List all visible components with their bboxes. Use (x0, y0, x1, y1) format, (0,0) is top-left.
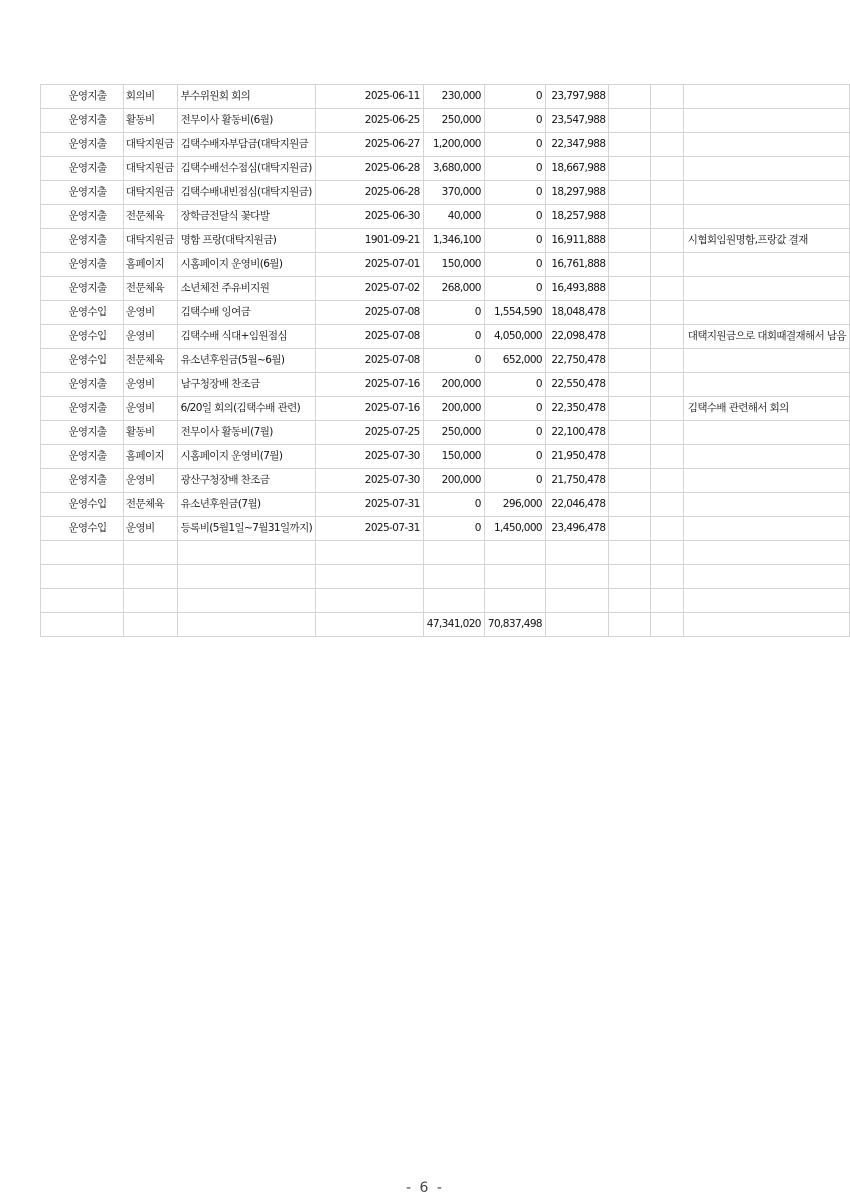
expense-cell: 0 (423, 517, 484, 541)
blank-cell (123, 589, 177, 613)
description-cell: 등록비(5월1일~7월31일까지) (177, 517, 315, 541)
blank-cell (546, 541, 609, 565)
blank-cell (609, 325, 650, 349)
balance-cell: 22,750,478 (546, 349, 609, 373)
memo-cell (683, 469, 849, 493)
blank-cell (609, 85, 650, 109)
blank-cell (650, 181, 683, 205)
empty-row (41, 565, 850, 589)
blank-cell (609, 205, 650, 229)
category-cell: 활동비 (123, 109, 177, 133)
blank-cell (650, 229, 683, 253)
blank-cell (609, 397, 650, 421)
income-cell: 1,450,000 (484, 517, 545, 541)
table-row (41, 109, 850, 133)
type-cell: 운영지출 (41, 373, 124, 397)
type-cell: 운영지출 (41, 133, 124, 157)
table-row (41, 397, 850, 421)
expense-cell: 250,000 (423, 421, 484, 445)
blank-cell (650, 301, 683, 325)
category-cell: 홈페이지 (123, 445, 177, 469)
date-cell: 2025-07-01 (316, 253, 424, 277)
income-cell: 0 (484, 445, 545, 469)
balance-cell: 18,048,478 (546, 301, 609, 325)
blank-cell (683, 565, 849, 589)
type-cell: 운영수입 (41, 349, 124, 373)
expense-cell: 3,680,000 (423, 157, 484, 181)
memo-cell: 시협회임원명함,프랑값 결재 (683, 229, 849, 253)
income-cell: 0 (484, 181, 545, 205)
blank-cell (650, 373, 683, 397)
total-expense-cell: 47,341,020 (423, 613, 484, 637)
income-cell: 0 (484, 133, 545, 157)
income-cell: 0 (484, 157, 545, 181)
blank-cell (123, 565, 177, 589)
date-cell: 2025-07-08 (316, 349, 424, 373)
blank-cell (650, 565, 683, 589)
blank-cell (177, 589, 315, 613)
blank-cell (123, 541, 177, 565)
income-cell: 4,050,000 (484, 325, 545, 349)
category-cell: 전문체육 (123, 349, 177, 373)
description-cell: 김택수배자부담금(대탁지원금 (177, 133, 315, 157)
income-cell: 0 (484, 85, 545, 109)
blank-cell (609, 517, 650, 541)
table-row (41, 181, 850, 205)
table-row (41, 517, 850, 541)
table-row (41, 133, 850, 157)
blank-cell (650, 349, 683, 373)
description-cell: 유소년후원금(7월) (177, 493, 315, 517)
blank-cell (650, 157, 683, 181)
expense-cell: 150,000 (423, 253, 484, 277)
description-cell: 소년체전 주유비지원 (177, 277, 315, 301)
blank-cell (41, 565, 124, 589)
description-cell: 김택수배 식대+임원점심 (177, 325, 315, 349)
type-cell: 운영지출 (41, 229, 124, 253)
expense-cell: 200,000 (423, 373, 484, 397)
blank-cell (650, 133, 683, 157)
type-cell: 운영수입 (41, 493, 124, 517)
date-cell: 2025-06-28 (316, 181, 424, 205)
blank-cell (609, 277, 650, 301)
date-cell: 2025-06-25 (316, 109, 424, 133)
blank-cell (609, 109, 650, 133)
type-cell: 운영지출 (41, 205, 124, 229)
type-cell: 운영지출 (41, 445, 124, 469)
blank-cell (609, 301, 650, 325)
memo-cell (683, 157, 849, 181)
date-cell: 2025-07-16 (316, 397, 424, 421)
blank-cell (484, 565, 545, 589)
date-cell: 1901-09-21 (316, 229, 424, 253)
blank-cell (609, 493, 650, 517)
memo-cell (683, 109, 849, 133)
balance-cell: 23,547,988 (546, 109, 609, 133)
expense-cell: 200,000 (423, 469, 484, 493)
table-row (41, 493, 850, 517)
memo-cell (683, 301, 849, 325)
balance-cell: 22,098,478 (546, 325, 609, 349)
blank-cell (609, 253, 650, 277)
table-row (41, 301, 850, 325)
blank-cell (177, 541, 315, 565)
income-cell: 0 (484, 373, 545, 397)
expense-cell: 1,346,100 (423, 229, 484, 253)
category-cell: 전문체육 (123, 277, 177, 301)
blank-cell (609, 541, 650, 565)
description-cell: 유소년후원금(5월~6월) (177, 349, 315, 373)
blank-cell (609, 613, 650, 637)
blank-cell (609, 229, 650, 253)
blank-cell (609, 373, 650, 397)
balance-cell: 21,950,478 (546, 445, 609, 469)
table-row (41, 229, 850, 253)
blank-cell (683, 589, 849, 613)
blank-cell (316, 541, 424, 565)
expense-cell: 250,000 (423, 109, 484, 133)
balance-cell: 18,667,988 (546, 157, 609, 181)
empty-row (41, 589, 850, 613)
balance-cell: 23,797,988 (546, 85, 609, 109)
memo-cell (683, 349, 849, 373)
description-cell: 김택수배선수점심(대탁지원금) (177, 157, 315, 181)
memo-cell (683, 277, 849, 301)
category-cell: 운영비 (123, 517, 177, 541)
expense-cell: 200,000 (423, 397, 484, 421)
memo-cell (683, 421, 849, 445)
description-cell: 김택수배 잉여금 (177, 301, 315, 325)
type-cell: 운영수입 (41, 325, 124, 349)
description-cell: 장학금전달식 꽃다발 (177, 205, 315, 229)
blank-cell (609, 181, 650, 205)
description-cell: 6/20일 회의(김택수배 관련) (177, 397, 315, 421)
blank-cell (423, 589, 484, 613)
type-cell: 운영지출 (41, 109, 124, 133)
blank-cell (316, 589, 424, 613)
income-cell: 0 (484, 229, 545, 253)
blank-cell (609, 133, 650, 157)
blank-cell (609, 589, 650, 613)
blank-cell (650, 469, 683, 493)
category-cell: 회의비 (123, 85, 177, 109)
expense-cell: 370,000 (423, 181, 484, 205)
blank-cell (609, 349, 650, 373)
income-cell: 0 (484, 205, 545, 229)
memo-cell (683, 205, 849, 229)
blank-cell (177, 613, 315, 637)
blank-cell (41, 589, 124, 613)
blank-cell (609, 445, 650, 469)
category-cell: 대탁지원금 (123, 133, 177, 157)
expense-cell: 0 (423, 349, 484, 373)
expense-cell: 268,000 (423, 277, 484, 301)
blank-cell (650, 613, 683, 637)
blank-cell (41, 613, 124, 637)
table-row (41, 349, 850, 373)
blank-cell (316, 613, 424, 637)
memo-cell: 김택수배 관련해서 회의 (683, 397, 849, 421)
income-cell: 296,000 (484, 493, 545, 517)
description-cell: 부수위원회 회의 (177, 85, 315, 109)
date-cell: 2025-07-08 (316, 325, 424, 349)
type-cell: 운영지출 (41, 469, 124, 493)
type-cell: 운영수입 (41, 301, 124, 325)
blank-cell (423, 565, 484, 589)
date-cell: 2025-07-30 (316, 445, 424, 469)
table-row (41, 445, 850, 469)
blank-cell (650, 541, 683, 565)
type-cell: 운영지출 (41, 181, 124, 205)
category-cell: 대탁지원금 (123, 229, 177, 253)
expense-cell: 0 (423, 301, 484, 325)
table-row (41, 373, 850, 397)
memo-cell (683, 253, 849, 277)
balance-cell: 16,493,888 (546, 277, 609, 301)
type-cell: 운영지출 (41, 421, 124, 445)
balance-cell: 18,257,988 (546, 205, 609, 229)
description-cell: 김택수배내빈점심(대탁지원금) (177, 181, 315, 205)
blank-cell (650, 205, 683, 229)
ledger-table (40, 84, 850, 637)
income-cell: 0 (484, 253, 545, 277)
description-cell: 시홈페이지 운영비(7월) (177, 445, 315, 469)
blank-cell (41, 541, 124, 565)
blank-cell (650, 325, 683, 349)
balance-cell: 16,911,888 (546, 229, 609, 253)
memo-cell (683, 373, 849, 397)
type-cell: 운영지출 (41, 253, 124, 277)
page-number: - 6 - (406, 1180, 444, 1196)
blank-cell (177, 565, 315, 589)
income-cell: 652,000 (484, 349, 545, 373)
category-cell: 운영비 (123, 469, 177, 493)
type-cell: 운영수입 (41, 517, 124, 541)
blank-cell (546, 613, 609, 637)
blank-cell (609, 469, 650, 493)
description-cell: 광산구청장배 찬조금 (177, 469, 315, 493)
blank-cell (683, 613, 849, 637)
table-row (41, 325, 850, 349)
income-cell: 0 (484, 109, 545, 133)
blank-cell (650, 445, 683, 469)
expense-cell: 0 (423, 493, 484, 517)
income-cell: 1,554,590 (484, 301, 545, 325)
blank-cell (650, 421, 683, 445)
table-row (41, 253, 850, 277)
blank-cell (484, 541, 545, 565)
expense-cell: 0 (423, 325, 484, 349)
income-cell: 0 (484, 397, 545, 421)
totals-row (41, 613, 850, 637)
blank-cell (423, 541, 484, 565)
category-cell: 대탁지원금 (123, 181, 177, 205)
blank-cell (650, 589, 683, 613)
date-cell: 2025-07-25 (316, 421, 424, 445)
blank-cell (546, 565, 609, 589)
blank-cell (650, 85, 683, 109)
blank-cell (650, 109, 683, 133)
date-cell: 2025-07-16 (316, 373, 424, 397)
category-cell: 활동비 (123, 421, 177, 445)
table-row (41, 469, 850, 493)
type-cell: 운영지출 (41, 397, 124, 421)
expense-cell: 150,000 (423, 445, 484, 469)
blank-cell (123, 613, 177, 637)
blank-cell (650, 493, 683, 517)
balance-cell: 23,496,478 (546, 517, 609, 541)
income-cell: 0 (484, 469, 545, 493)
table-row (41, 205, 850, 229)
memo-cell (683, 517, 849, 541)
date-cell: 2025-07-31 (316, 493, 424, 517)
balance-cell: 16,761,888 (546, 253, 609, 277)
memo-cell (683, 445, 849, 469)
income-cell: 0 (484, 277, 545, 301)
table-row (41, 421, 850, 445)
date-cell: 2025-06-28 (316, 157, 424, 181)
balance-cell: 18,297,988 (546, 181, 609, 205)
description-cell: 시홈페이지 운영비(6월) (177, 253, 315, 277)
blank-cell (609, 421, 650, 445)
category-cell: 운영비 (123, 397, 177, 421)
balance-cell: 22,046,478 (546, 493, 609, 517)
date-cell: 2025-06-11 (316, 85, 424, 109)
expense-cell: 1,200,000 (423, 133, 484, 157)
balance-cell: 22,350,478 (546, 397, 609, 421)
balance-cell: 22,100,478 (546, 421, 609, 445)
balance-cell: 21,750,478 (546, 469, 609, 493)
category-cell: 홈페이지 (123, 253, 177, 277)
empty-row (41, 541, 850, 565)
date-cell: 2025-07-02 (316, 277, 424, 301)
date-cell: 2025-07-30 (316, 469, 424, 493)
blank-cell (650, 277, 683, 301)
memo-cell (683, 181, 849, 205)
table-row (41, 277, 850, 301)
blank-cell (484, 589, 545, 613)
memo-cell (683, 493, 849, 517)
blank-cell (316, 565, 424, 589)
date-cell: 2025-07-08 (316, 301, 424, 325)
income-cell: 0 (484, 421, 545, 445)
type-cell: 운영지출 (41, 85, 124, 109)
total-income-cell: 70,837,498 (484, 613, 545, 637)
balance-cell: 22,347,988 (546, 133, 609, 157)
expense-cell: 230,000 (423, 85, 484, 109)
category-cell: 운영비 (123, 301, 177, 325)
date-cell: 2025-07-31 (316, 517, 424, 541)
blank-cell (650, 397, 683, 421)
balance-cell: 22,550,478 (546, 373, 609, 397)
blank-cell (650, 517, 683, 541)
description-cell: 명함 프랑(대탁지원금) (177, 229, 315, 253)
category-cell: 운영비 (123, 373, 177, 397)
description-cell: 전무이사 활동비(6월) (177, 109, 315, 133)
expense-cell: 40,000 (423, 205, 484, 229)
category-cell: 전문체육 (123, 205, 177, 229)
memo-cell (683, 133, 849, 157)
type-cell: 운영지출 (41, 157, 124, 181)
memo-cell (683, 85, 849, 109)
blank-cell (683, 541, 849, 565)
table-row (41, 85, 850, 109)
type-cell: 운영지출 (41, 277, 124, 301)
blank-cell (546, 589, 609, 613)
blank-cell (650, 253, 683, 277)
description-cell: 전무이사 활동비(7월) (177, 421, 315, 445)
date-cell: 2025-06-27 (316, 133, 424, 157)
description-cell: 남구청장배 찬조금 (177, 373, 315, 397)
memo-cell: 대택지원금으로 대회때결재해서 남음 (683, 325, 849, 349)
blank-cell (609, 157, 650, 181)
table-row (41, 157, 850, 181)
category-cell: 대탁지원금 (123, 157, 177, 181)
blank-cell (609, 565, 650, 589)
date-cell: 2025-06-30 (316, 205, 424, 229)
category-cell: 운영비 (123, 325, 177, 349)
category-cell: 전문체육 (123, 493, 177, 517)
